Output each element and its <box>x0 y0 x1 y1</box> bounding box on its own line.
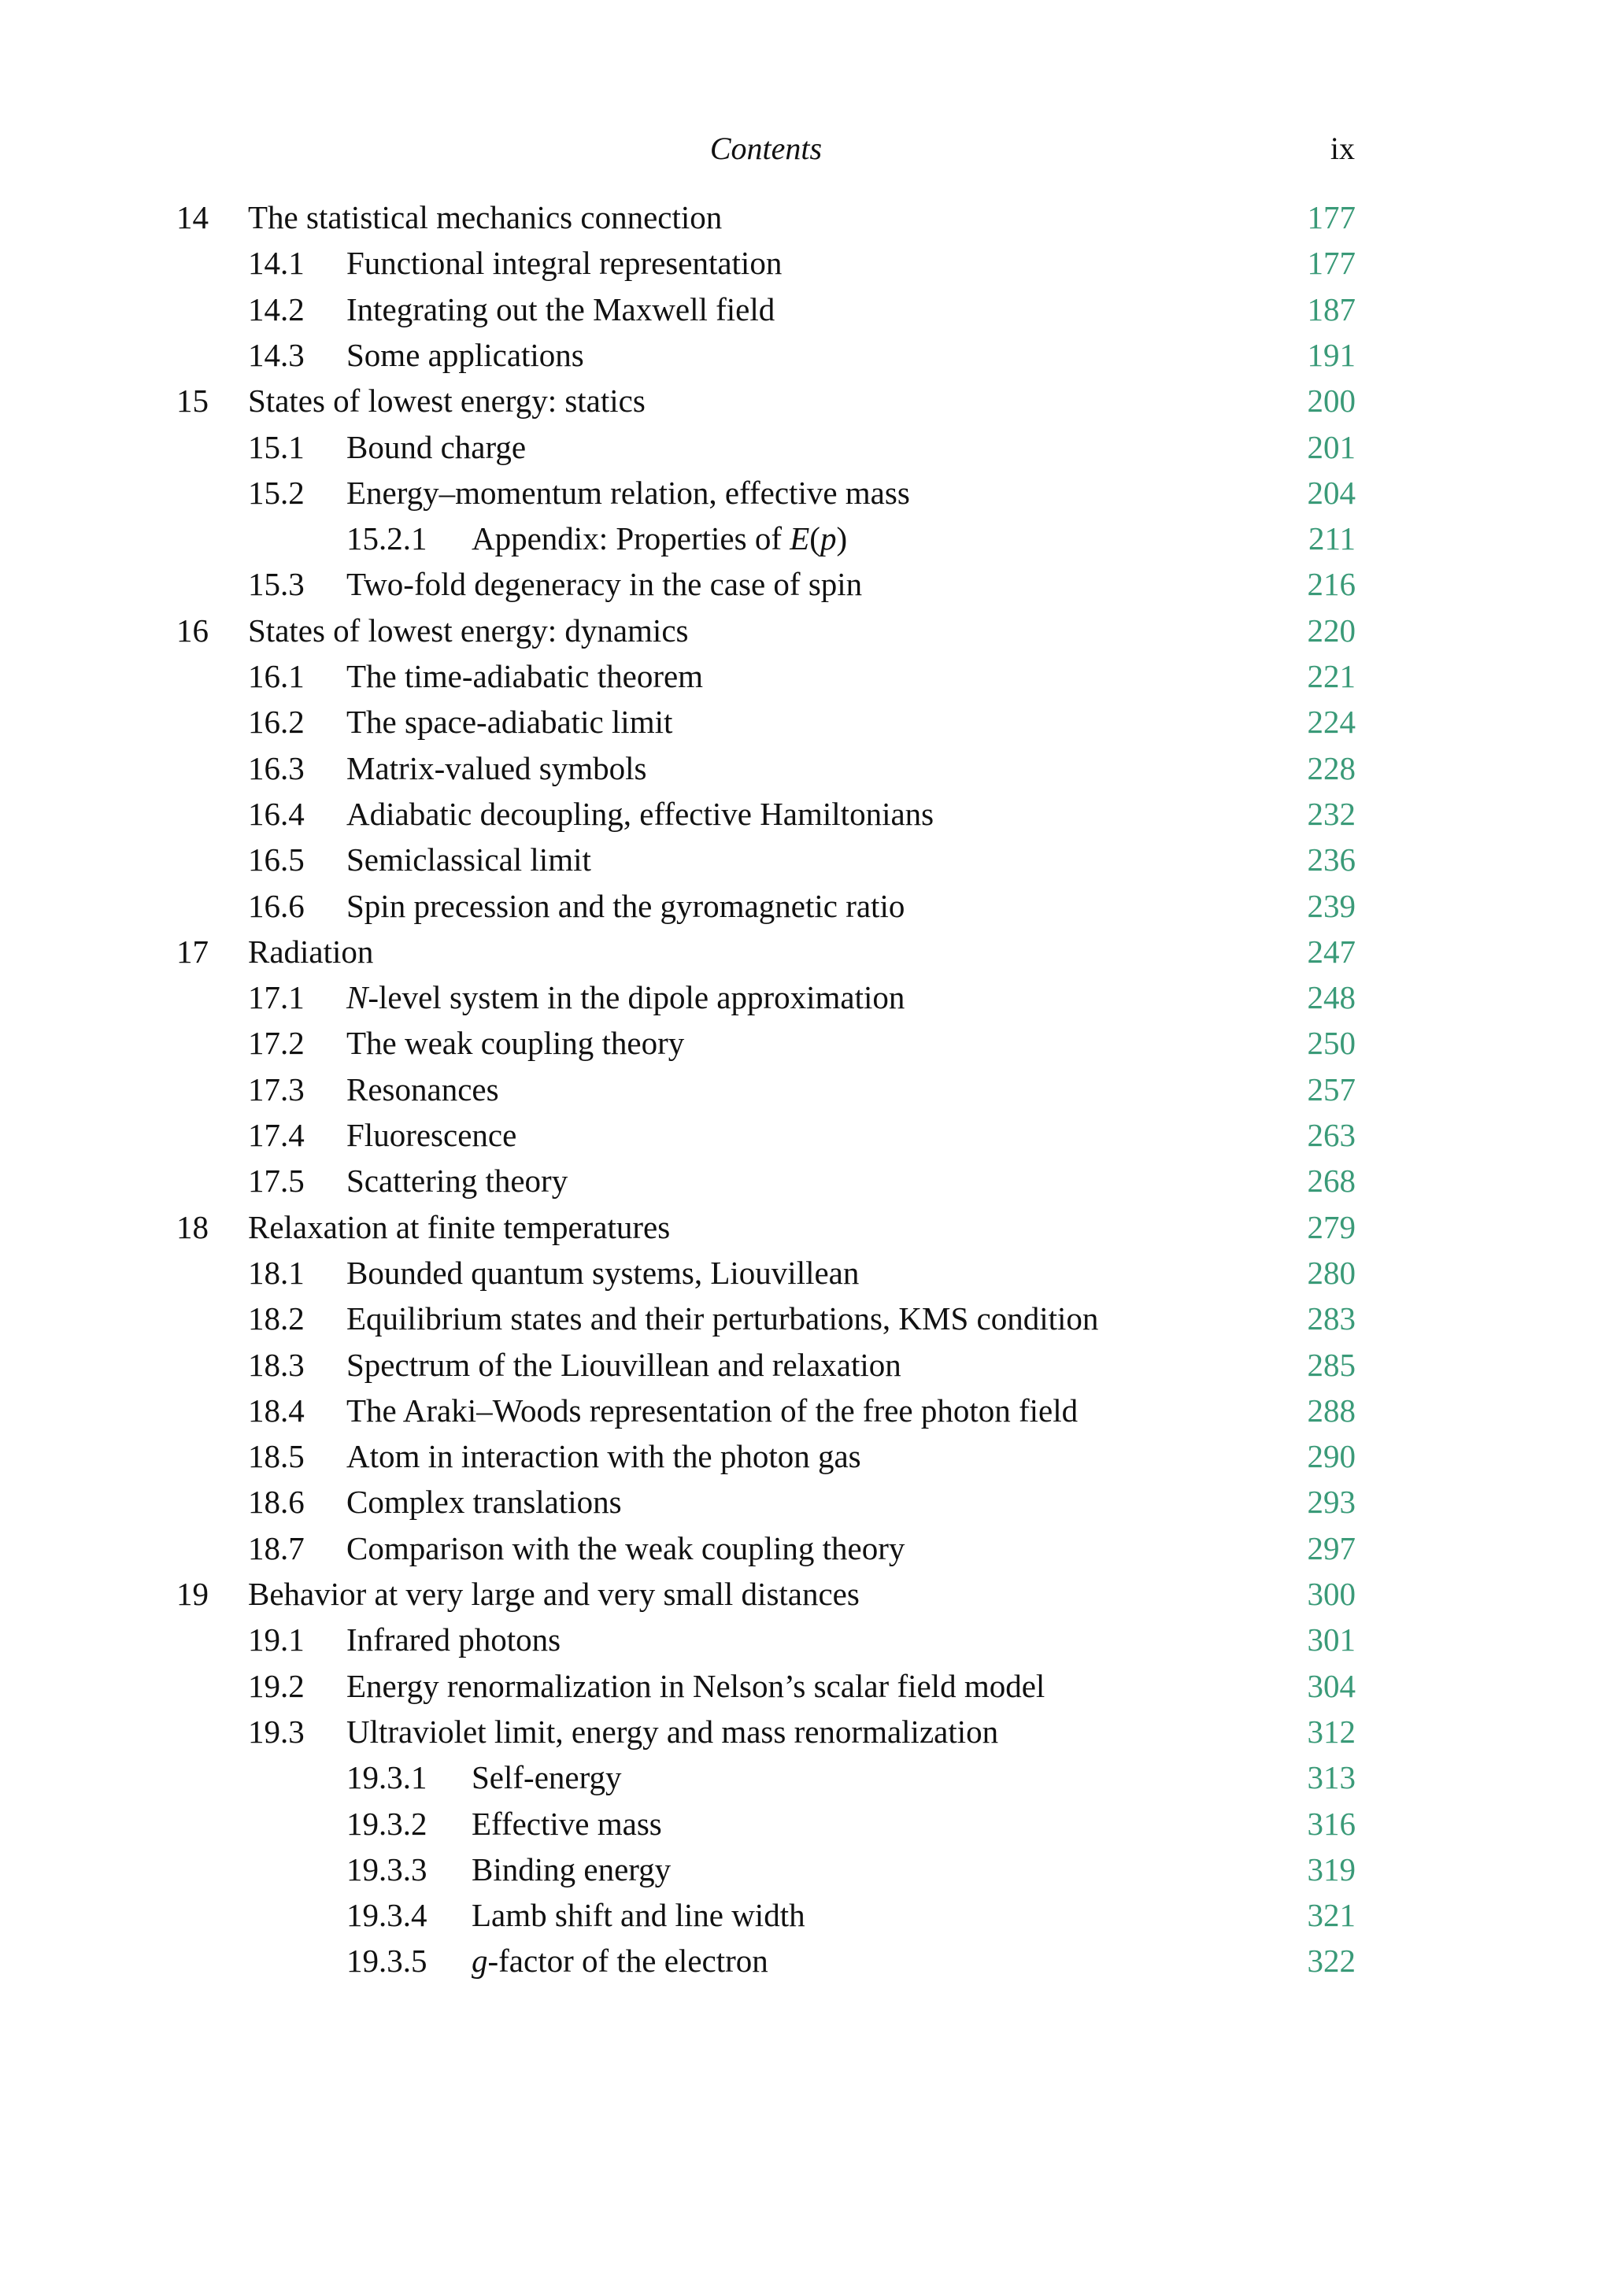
math-symbol: N <box>346 979 368 1016</box>
title-text: -level system in the dipole approximation <box>368 979 905 1016</box>
entry-title[interactable] <box>472 516 847 561</box>
entry-title[interactable] <box>346 1112 516 1158</box>
entry-title[interactable] <box>346 883 905 929</box>
entry-title[interactable] <box>472 1801 662 1847</box>
math-symbol: p <box>820 520 837 557</box>
toc-chapter-entry[interactable] <box>0 1204 1617 1250</box>
entry-number: 17.1 <box>248 979 305 1016</box>
entry-number: 14.3 <box>248 336 305 373</box>
entry-number: 15 <box>176 383 209 420</box>
entry-number: 18.5 <box>248 1438 305 1475</box>
page-link[interactable]: 293 <box>1307 1484 1356 1521</box>
page-link[interactable]: 290 <box>1307 1438 1356 1475</box>
entry-title[interactable] <box>346 1479 622 1525</box>
entry-number: 16 <box>176 612 209 649</box>
page-link[interactable]: 228 <box>1307 749 1356 786</box>
title-text: Radiation <box>248 933 374 970</box>
math-symbol: g <box>472 1943 488 1980</box>
entry-title[interactable] <box>346 424 526 470</box>
entry-title[interactable] <box>346 745 646 791</box>
page-link[interactable]: 316 <box>1307 1805 1356 1842</box>
toc-subsection-entry[interactable] <box>0 1801 1617 1847</box>
toc-section-entry[interactable] <box>0 470 1617 516</box>
entry-number: 17.3 <box>248 1070 305 1107</box>
toc-section-entry[interactable] <box>0 1020 1617 1066</box>
entry-number: 16.5 <box>248 841 305 878</box>
page-link[interactable]: 268 <box>1307 1163 1356 1200</box>
toc-section-entry[interactable] <box>0 424 1617 470</box>
toc-section-entry[interactable] <box>0 1112 1617 1158</box>
toc-section-entry[interactable] <box>0 240 1617 286</box>
page-link[interactable]: 263 <box>1307 1117 1356 1153</box>
title-text: ( <box>809 520 820 557</box>
entry-title[interactable] <box>346 974 905 1020</box>
entry-title[interactable] <box>248 1204 670 1250</box>
title-text: Bounded quantum systems, Liouvillean <box>346 1254 860 1291</box>
entry-title[interactable] <box>346 1617 561 1662</box>
entry-number: 19.3.2 <box>346 1805 427 1842</box>
toc-section-entry[interactable] <box>0 699 1617 745</box>
page-link[interactable]: 319 <box>1307 1850 1356 1887</box>
title-text: Comparison with the weak coupling theory <box>346 1529 905 1566</box>
page-link[interactable]: 312 <box>1307 1713 1356 1750</box>
title-text: Atom in interaction with the photon gas <box>346 1438 861 1475</box>
title-text: Binding energy <box>472 1850 672 1887</box>
toc-section-entry[interactable] <box>0 1158 1617 1203</box>
title-text: The weak coupling theory <box>346 1025 685 1062</box>
title-text: Infrared photons <box>346 1621 561 1658</box>
entry-number: 19 <box>176 1576 209 1612</box>
entry-title[interactable] <box>346 1158 568 1203</box>
entry-title[interactable] <box>472 1754 622 1800</box>
page-link[interactable]: 220 <box>1307 612 1356 649</box>
entry-title[interactable] <box>346 1709 998 1754</box>
entry-number: 15.2 <box>248 474 305 511</box>
title-text: Some applications <box>346 336 584 373</box>
title-text: Integrating out the Maxwell field <box>346 290 775 327</box>
entry-title[interactable] <box>346 791 934 837</box>
toc-subsection-entry[interactable] <box>0 1754 1617 1800</box>
entry-number: 19.2 <box>248 1667 305 1704</box>
entry-title[interactable] <box>346 837 591 882</box>
title-text: Lamb shift and line width <box>472 1897 805 1934</box>
title-text: The statistical mechanics connection <box>248 199 723 235</box>
toc-chapter-entry[interactable] <box>0 608 1617 653</box>
toc-section-entry[interactable] <box>0 1709 1617 1754</box>
page-link[interactable]: 257 <box>1307 1070 1356 1107</box>
page-link[interactable]: 304 <box>1307 1667 1356 1704</box>
page-link[interactable]: 279 <box>1307 1208 1356 1245</box>
toc-section-entry[interactable] <box>0 287 1617 332</box>
title-text: The Araki–Woods representation of the free photon field <box>346 1392 1079 1429</box>
title-text: Resonances <box>346 1070 499 1107</box>
title-text: Adiabatic decoupling, effective Hamiltonians <box>346 795 934 832</box>
entry-title[interactable] <box>472 1938 768 1984</box>
entry-title[interactable] <box>346 561 862 607</box>
page-link[interactable]: 187 <box>1307 290 1356 327</box>
page-link[interactable]: 221 <box>1307 658 1356 694</box>
title-text: Fluorescence <box>346 1117 517 1153</box>
entry-number: 19.3.4 <box>346 1897 427 1934</box>
page-link[interactable]: 248 <box>1307 979 1356 1016</box>
entry-number: 17.2 <box>248 1025 305 1062</box>
title-text: Ultraviolet limit, energy and mass renormalization <box>346 1713 999 1750</box>
running-title: Contents <box>709 131 823 166</box>
toc-section-entry[interactable] <box>0 1617 1617 1662</box>
entry-title[interactable] <box>346 470 910 516</box>
entry-number: 14.2 <box>248 290 305 327</box>
entry-title[interactable] <box>346 1388 1078 1433</box>
entry-title[interactable] <box>472 1892 805 1938</box>
toc-chapter-entry[interactable] <box>0 378 1617 423</box>
entry-title[interactable] <box>346 1433 861 1479</box>
entry-number: 16.4 <box>248 795 305 832</box>
entry-title[interactable] <box>346 240 782 286</box>
page-link[interactable]: 236 <box>1307 841 1356 878</box>
entry-number: 18.7 <box>248 1529 305 1566</box>
title-text: Semiclassical limit <box>346 841 591 878</box>
page-link[interactable]: 247 <box>1307 933 1356 970</box>
entry-title[interactable] <box>346 1342 901 1388</box>
title-text: -factor of the electron <box>487 1943 768 1980</box>
entry-title[interactable] <box>346 1296 1098 1341</box>
page-link[interactable]: 216 <box>1307 566 1356 603</box>
title-text: Functional integral representation <box>346 245 783 282</box>
entry-number: 19.1 <box>248 1621 305 1658</box>
toc-section-entry[interactable] <box>0 883 1617 929</box>
title-text: The time-adiabatic theorem <box>346 658 704 694</box>
title-text: Scattering theory <box>346 1163 568 1200</box>
toc-section-entry[interactable] <box>0 653 1617 699</box>
toc-section-entry[interactable] <box>0 745 1617 791</box>
title-text: Equilibrium states and their perturbations, KMS condition <box>346 1300 1099 1337</box>
title-text: ) <box>836 520 848 557</box>
toc-section-entry[interactable] <box>0 791 1617 837</box>
page-link[interactable]: 204 <box>1307 474 1356 511</box>
page-link[interactable]: 301 <box>1307 1621 1356 1658</box>
toc-section-entry[interactable] <box>0 1433 1617 1479</box>
title-text: Energy renormalization in Nelson’s scalar field model <box>346 1667 1045 1704</box>
page-link[interactable]: 288 <box>1307 1392 1356 1429</box>
entry-number: 18.1 <box>248 1254 305 1291</box>
entry-number: 14.1 <box>248 245 305 282</box>
entry-number: 17.4 <box>248 1117 305 1153</box>
entry-title[interactable] <box>248 608 688 653</box>
entry-title[interactable] <box>472 1847 671 1892</box>
entry-number: 14 <box>176 199 209 235</box>
title-text: Effective mass <box>472 1805 662 1842</box>
toc-chapter-entry[interactable] <box>0 194 1617 240</box>
page-link[interactable]: 211 <box>1308 520 1356 557</box>
toc-subsection-entry[interactable] <box>0 1892 1617 1938</box>
entry-number: 16.2 <box>248 704 305 741</box>
title-text: Two-fold degeneracy in the case of spin <box>346 566 863 603</box>
page-link[interactable]: 224 <box>1307 704 1356 741</box>
page-link[interactable]: 285 <box>1307 1346 1356 1383</box>
entry-title[interactable] <box>346 1663 1045 1709</box>
page-link[interactable]: 191 <box>1307 336 1356 373</box>
entry-number: 18.2 <box>248 1300 305 1337</box>
title-text: Complex translations <box>346 1484 622 1521</box>
entry-number: 19.3.5 <box>346 1943 427 1980</box>
entry-title[interactable] <box>248 929 373 974</box>
page-link[interactable]: 201 <box>1307 428 1356 465</box>
toc-section-entry[interactable] <box>0 1296 1617 1341</box>
title-text: Self-energy <box>472 1759 622 1796</box>
entry-title[interactable] <box>346 699 672 745</box>
title-text: Behavior at very large and very small distances <box>248 1576 860 1612</box>
page-link[interactable]: 177 <box>1307 199 1356 235</box>
entry-number: 19.3.3 <box>346 1850 427 1887</box>
page-link[interactable]: 232 <box>1307 795 1356 832</box>
toc-subsection-entry[interactable] <box>0 516 1617 561</box>
entry-number: 18 <box>176 1208 209 1245</box>
entry-number: 17.5 <box>248 1163 305 1200</box>
toc-section-entry[interactable] <box>0 1067 1617 1112</box>
entry-title[interactable] <box>346 332 584 378</box>
entry-number: 16.3 <box>248 749 305 786</box>
page-link[interactable]: 283 <box>1307 1300 1356 1337</box>
page-link[interactable]: 313 <box>1307 1759 1356 1796</box>
entry-title[interactable] <box>346 1020 684 1066</box>
entry-title[interactable] <box>346 653 703 699</box>
title-text: Spin precession and the gyromagnetic ratio <box>346 887 905 924</box>
page-link[interactable]: 300 <box>1307 1576 1356 1612</box>
entry-number: 15.2.1 <box>346 520 427 557</box>
entry-title[interactable] <box>346 1250 859 1296</box>
toc-section-entry[interactable] <box>0 1525 1617 1571</box>
entry-number: 19.3.1 <box>346 1759 427 1796</box>
page-link[interactable]: 177 <box>1307 245 1356 282</box>
toc-subsection-entry[interactable] <box>0 1938 1617 1984</box>
entry-number: 18.4 <box>248 1392 305 1429</box>
entry-title[interactable] <box>346 287 775 332</box>
entry-title[interactable] <box>346 1525 905 1571</box>
math-symbol: E <box>790 520 810 557</box>
page-link[interactable]: 250 <box>1307 1025 1356 1062</box>
toc-section-entry[interactable] <box>0 332 1617 378</box>
entry-number: 16.6 <box>248 887 305 924</box>
entry-number: 15.3 <box>248 566 305 603</box>
entry-number: 19.3 <box>248 1713 305 1750</box>
title-text: States of lowest energy: statics <box>248 383 646 420</box>
entry-number: 18.3 <box>248 1346 305 1383</box>
toc-section-entry[interactable] <box>0 1342 1617 1388</box>
page-link[interactable]: 322 <box>1307 1943 1356 1980</box>
entry-title[interactable] <box>346 1067 499 1112</box>
title-text: Relaxation at finite temperatures <box>248 1208 671 1245</box>
entry-number: 18.6 <box>248 1484 305 1521</box>
page-link[interactable]: 321 <box>1307 1897 1356 1934</box>
toc-section-entry[interactable] <box>0 1250 1617 1296</box>
page-link[interactable]: 200 <box>1307 383 1356 420</box>
title-text: Appendix: Properties of <box>472 520 790 557</box>
entry-title[interactable] <box>248 378 646 423</box>
title-text: The space-adiabatic limit <box>346 704 673 741</box>
page-link[interactable]: 239 <box>1307 887 1356 924</box>
page-link[interactable]: 297 <box>1307 1529 1356 1566</box>
entry-number: 15.1 <box>248 428 305 465</box>
toc-section-entry[interactable] <box>0 1388 1617 1433</box>
entry-title[interactable] <box>248 1571 860 1617</box>
toc-chapter-entry[interactable] <box>0 1571 1617 1617</box>
toc-subsection-entry[interactable] <box>0 1847 1617 1892</box>
page-number: ix <box>1330 131 1355 166</box>
entry-number: 17 <box>176 933 209 970</box>
entry-title[interactable] <box>248 194 722 240</box>
page-link[interactable]: 280 <box>1307 1254 1356 1291</box>
title-text: Bound charge <box>346 428 527 465</box>
toc-section-entry[interactable] <box>0 1479 1617 1525</box>
title-text: Energy–momentum relation, effective mass <box>346 474 910 511</box>
toc-section-entry[interactable] <box>0 837 1617 882</box>
title-text: States of lowest energy: dynamics <box>248 612 689 649</box>
toc-section-entry[interactable] <box>0 1663 1617 1709</box>
toc-chapter-entry[interactable] <box>0 929 1617 974</box>
toc-section-entry[interactable] <box>0 974 1617 1020</box>
toc-section-entry[interactable] <box>0 561 1617 607</box>
title-text: Spectrum of the Liouvillean and relaxation <box>346 1346 901 1383</box>
entry-number: 16.1 <box>248 658 305 694</box>
title-text: Matrix-valued symbols <box>346 749 647 786</box>
